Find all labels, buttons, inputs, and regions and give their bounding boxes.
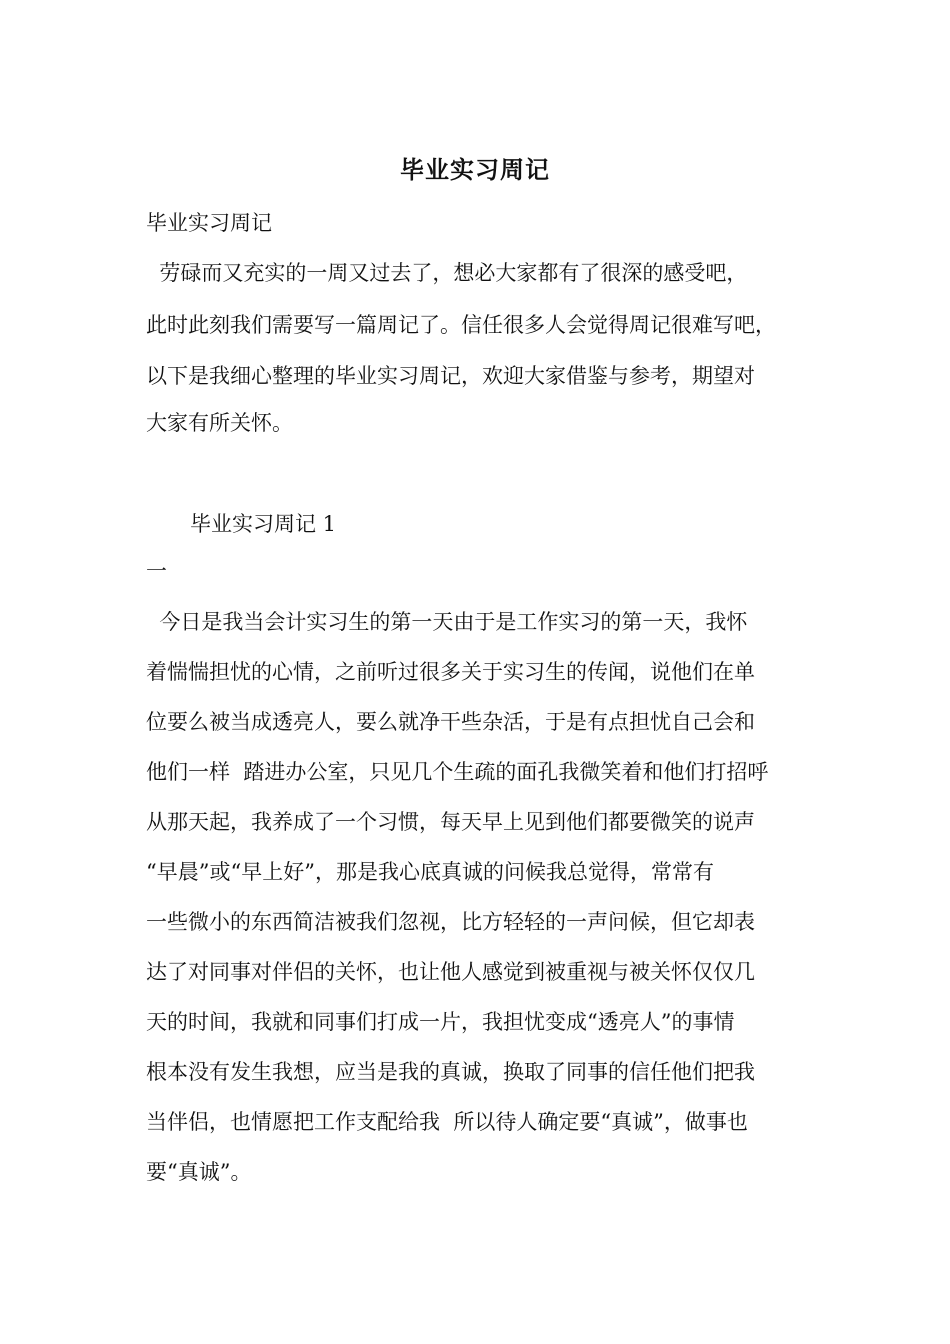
body-line: 要“真诚”。 [146,1160,252,1184]
body-line: “早晨”或“早上好”，那是我心底真诚的问候我总觉得，常常有 [146,860,714,884]
body-line: 位要么被当成透亮人，要么就净干些杂活，于是有点担忧自己会和 [146,710,755,734]
body-line: 达了对同事对伴侣的关怀，也让他人感觉到被重视与被关怀仅仅几 [146,960,755,984]
section-heading: 毕业实习周记 1 [190,512,337,536]
body-line: 他们一样 踏进办公室，只见几个生疏的面孔我微笑着和他们打招呼 [146,760,769,784]
body-line: 从那天起，我养成了一个习惯，每天早上见到他们都要微笑的说声 [146,810,755,834]
body-line: 根本没有发生我想，应当是我的真诚，换取了同事的信任他们把我 [146,1060,755,1084]
body-line: 天的时间，我就和同事们打成一片，我担忧变成“透亮人”的事情 [146,1010,735,1034]
section-marker: 一 [146,559,167,583]
document-title: 毕业实习周记 [400,155,550,184]
body-line: 今日是我当会计实习生的第一天由于是工作实习的第一天，我怀 [146,610,748,634]
intro-line: 以下是我细心整理的毕业实习周记，欢迎大家借鉴与参考，期望对 [146,364,755,388]
body-line: 着惴惴担忧的心情，之前听过很多关于实习生的传闻，说他们在单 [146,660,755,684]
body-line: 一些微小的东西简洁被我们忽视，比方轻轻的一声问候，但它却表 [146,910,755,934]
body-line: 当伴侣，也情愿把工作支配给我 所以待人确定要“真诚”，做事也 [146,1110,748,1134]
intro-line: 此时此刻我们需要写一篇周记了。信任很多人会觉得周记很难写吧， [146,313,776,337]
intro-line: 劳碌而又充实的一周又过去了，想必大家都有了很深的感受吧， [146,261,748,285]
intro-heading: 毕业实习周记 [146,211,272,235]
intro-line: 大家有所关怀。 [146,411,293,435]
